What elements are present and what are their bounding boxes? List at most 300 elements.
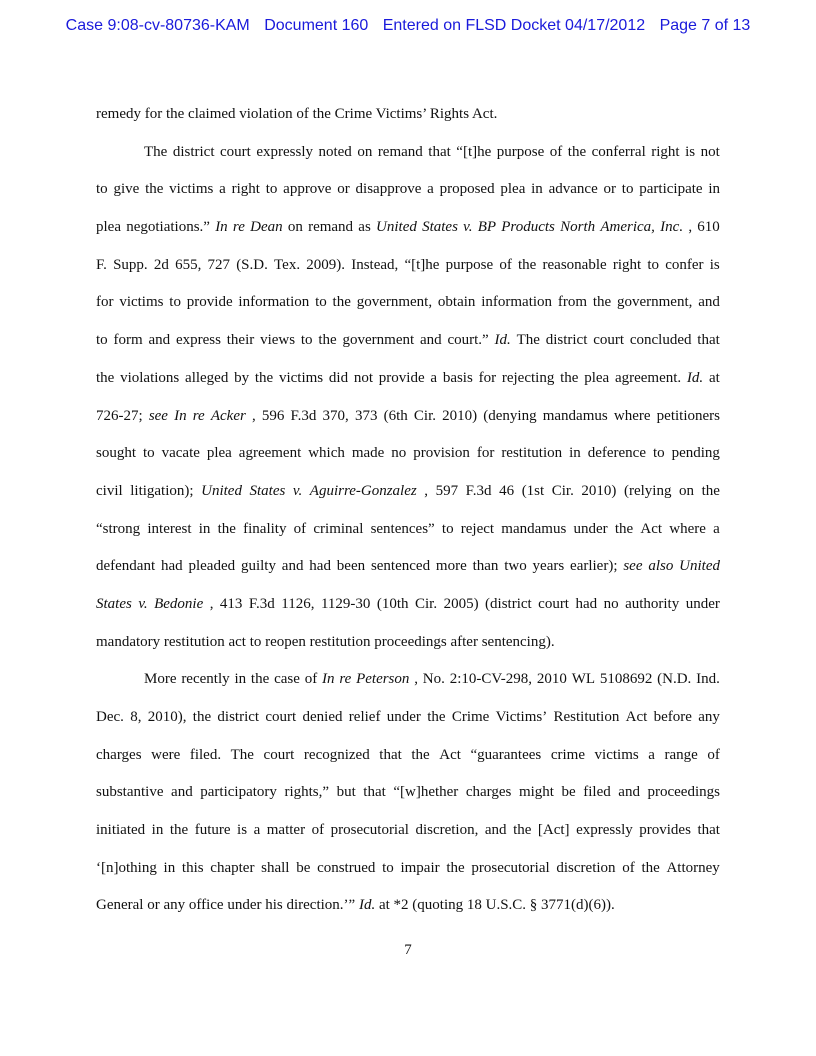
- header-document-number: Document 160: [264, 17, 369, 34]
- word: participatory: [200, 784, 277, 801]
- word: that: [379, 746, 402, 763]
- word: the: [411, 746, 430, 763]
- citation-text: Id.: [358, 897, 376, 914]
- word: initiated: [96, 822, 146, 839]
- word: advance: [548, 181, 598, 198]
- word: and: [484, 822, 507, 839]
- word: discretion: [556, 859, 616, 876]
- word: be: [296, 859, 311, 876]
- word: the: [701, 482, 720, 499]
- word: court: [265, 709, 297, 725]
- word: F.: [96, 256, 107, 273]
- citation-word: v.: [292, 482, 303, 499]
- word: a: [427, 181, 434, 198]
- word: 2010),: [147, 709, 187, 725]
- word: rejecting: [501, 369, 555, 386]
- word: in: [163, 859, 176, 876]
- citation-word: Id.: [686, 369, 704, 386]
- word: be: [561, 784, 576, 801]
- text-line: [96, 284, 720, 322]
- word: impair: [400, 859, 440, 876]
- citation-word: Dean: [250, 219, 283, 236]
- word: right: [651, 143, 680, 160]
- word: form: [113, 332, 143, 349]
- word: 5108692: [599, 671, 653, 688]
- word: the: [567, 143, 587, 160]
- word: that: [363, 784, 386, 801]
- word: a: [253, 822, 261, 839]
- word: Supp.: [113, 256, 148, 273]
- word: shall: [261, 859, 290, 876]
- citation-word: United: [376, 219, 417, 236]
- word: mandamus: [542, 407, 608, 424]
- word: the: [513, 822, 532, 839]
- text-line: [96, 850, 720, 888]
- word: interest: [147, 520, 192, 537]
- word: 610: [697, 219, 720, 236]
- word: 727: [207, 256, 230, 273]
- word: noted: [318, 143, 352, 160]
- word: civil: [96, 482, 123, 499]
- word: before: [653, 709, 692, 725]
- citation-word: Bedonie: [154, 595, 204, 612]
- word: had: [309, 558, 331, 575]
- word: [Act]: [537, 822, 570, 839]
- text-line: [96, 774, 720, 812]
- word: obtain: [437, 294, 476, 311]
- word: views: [260, 332, 296, 349]
- word: the: [192, 709, 212, 725]
- word: (N.D.: [657, 671, 692, 688]
- word: Dec.: [96, 709, 124, 725]
- word: confer: [665, 256, 704, 273]
- word: the: [518, 256, 537, 273]
- word: is: [237, 822, 248, 839]
- word: disapprove: [355, 181, 422, 198]
- word: the: [169, 822, 189, 839]
- word: Cir.: [413, 407, 436, 424]
- word: purpose: [445, 256, 494, 273]
- word: Tex.: [274, 256, 301, 273]
- word: the: [145, 181, 164, 198]
- word: of: [499, 256, 512, 273]
- word: in: [234, 671, 247, 688]
- word: defendant: [96, 558, 156, 575]
- word: the: [641, 859, 660, 876]
- word: The: [516, 332, 540, 349]
- citation-word: see: [148, 407, 168, 424]
- word: from: [557, 294, 588, 311]
- word: to: [96, 332, 108, 349]
- word: than: [472, 558, 499, 575]
- citation-word: In: [215, 219, 228, 236]
- word: under: [573, 520, 608, 537]
- word: sentences”: [370, 520, 435, 537]
- word: F.3d: [248, 595, 275, 612]
- word: mandamus: [501, 520, 567, 537]
- word: court: [593, 332, 625, 349]
- word: a: [219, 181, 226, 198]
- word: no: [391, 445, 407, 462]
- word: 1129-30: [320, 595, 371, 612]
- word: for: [476, 445, 495, 462]
- word: 2010: [536, 671, 567, 688]
- word: matter: [266, 822, 306, 839]
- citation-word: BP: [477, 219, 497, 236]
- word: that: [697, 332, 720, 349]
- word: 46: [499, 482, 515, 499]
- citation-word: also: [648, 558, 674, 575]
- word: F.3d: [290, 407, 317, 424]
- word: relief: [348, 709, 381, 725]
- word: to: [647, 256, 660, 273]
- word: right: [231, 181, 260, 198]
- text-line: [96, 624, 720, 662]
- header-case-number: Case 9:08-cv-80736-KAM: [65, 17, 250, 34]
- word: (relying: [623, 482, 672, 499]
- word: expressly: [256, 143, 313, 160]
- word: at: [708, 369, 720, 386]
- text-line: [96, 887, 720, 925]
- word: Ind.: [696, 671, 720, 688]
- word: any: [698, 709, 720, 725]
- word: the: [332, 294, 351, 311]
- text-line: [96, 699, 720, 737]
- word: right: [612, 256, 642, 273]
- word: for: [478, 369, 497, 386]
- word: of: [622, 859, 635, 876]
- header-page-count: Page 7 of 13: [659, 17, 751, 34]
- word: substantive: [96, 784, 164, 801]
- word: 597: [435, 482, 459, 499]
- word: basis: [442, 369, 473, 386]
- word: guilty: [240, 558, 276, 575]
- word: plea: [500, 181, 526, 198]
- word: more: [435, 558, 467, 575]
- word: the: [96, 369, 115, 386]
- text-line: [96, 96, 720, 134]
- word: crime: [550, 746, 585, 763]
- word: two: [504, 558, 527, 575]
- word: charges: [96, 746, 142, 763]
- word: is: [685, 143, 696, 160]
- word: filed.: [189, 746, 222, 763]
- word: recently: [181, 671, 230, 688]
- word: “guarantees: [470, 746, 542, 763]
- word: authority: [625, 595, 680, 612]
- word: and: [698, 294, 720, 311]
- word: provides: [639, 822, 691, 839]
- word: the: [250, 671, 270, 688]
- text-line: [96, 737, 720, 775]
- word: 2005): [443, 595, 479, 612]
- word: 2009).: [306, 256, 346, 273]
- word: pleaded: [188, 558, 236, 575]
- word: “[w]hether: [393, 784, 459, 801]
- word: no: [603, 595, 619, 612]
- text-line: [96, 812, 720, 850]
- word: earlier);: [570, 558, 618, 575]
- word: a: [430, 369, 438, 386]
- word: sentenced: [370, 558, 431, 575]
- word: remand: [308, 219, 354, 236]
- word: 2010): [581, 482, 617, 499]
- word: restitution: [501, 445, 563, 462]
- word: ,: [209, 595, 214, 612]
- word: victims: [594, 746, 639, 763]
- word: of: [304, 671, 318, 688]
- word: No.: [422, 671, 445, 688]
- word: had: [160, 558, 183, 575]
- word: vacate: [161, 445, 200, 462]
- word: criminal: [313, 520, 364, 537]
- word: proceedings: [647, 784, 720, 801]
- citation-word: States: [249, 482, 286, 499]
- word: the: [446, 859, 465, 876]
- citation-word: re: [339, 671, 352, 688]
- word: on: [357, 143, 373, 160]
- word: plea: [584, 369, 610, 386]
- word: prosecutorial: [471, 859, 550, 876]
- word: in: [531, 181, 543, 198]
- word: the: [592, 294, 612, 311]
- text-line: [96, 209, 720, 247]
- text-line: [96, 435, 720, 473]
- word: 370,: [322, 407, 349, 424]
- text-run: at *2 (quoting 18 U.S.C. § 3771(d)(6)).: [375, 897, 615, 914]
- word: which: [308, 445, 345, 462]
- word: to: [300, 332, 313, 349]
- word: under: [386, 709, 421, 725]
- word: Act: [625, 709, 648, 725]
- text-run: remedy for the claimed violation of the Crime Victims’ Rights Act.: [96, 106, 498, 122]
- word: WL: [571, 671, 596, 688]
- citation-word: Aguirre-Gonzalez: [309, 482, 417, 499]
- text-line: [96, 171, 720, 209]
- word: ,: [414, 671, 418, 688]
- word: plea: [206, 445, 232, 462]
- citation-word: Id.: [494, 332, 511, 349]
- word: The: [144, 143, 168, 160]
- word: that: [428, 143, 451, 160]
- citation-word: re: [192, 407, 205, 424]
- word: and: [171, 784, 193, 801]
- word: The: [230, 746, 254, 763]
- word: not: [353, 369, 374, 386]
- word: their: [226, 332, 255, 349]
- word: of: [293, 520, 307, 537]
- word: provision: [413, 445, 470, 462]
- word: the: [254, 369, 274, 386]
- word: “strong: [96, 520, 141, 537]
- word: in: [708, 181, 720, 198]
- citation-word: Inc.: [660, 219, 684, 236]
- document-body: [96, 96, 720, 925]
- word: Crime: [451, 709, 490, 725]
- text-line: [96, 247, 720, 285]
- word: or: [337, 181, 350, 198]
- word: Instead,: [351, 256, 399, 273]
- citation-word: In: [322, 671, 335, 688]
- citation-word: United: [679, 558, 720, 575]
- word: chapter: [210, 859, 255, 876]
- word: information: [238, 294, 310, 311]
- word: Restitution: [553, 709, 620, 725]
- word: that: [697, 822, 720, 839]
- word: to: [315, 294, 327, 311]
- citation-word: America,: [600, 219, 655, 236]
- word: on: [679, 482, 695, 499]
- word: under: [685, 595, 720, 612]
- text-line: [96, 548, 720, 586]
- word: to: [142, 445, 155, 462]
- word: district: [545, 332, 588, 349]
- word: in: [198, 520, 211, 537]
- word: government,: [356, 294, 433, 311]
- citation-word: see: [623, 558, 643, 575]
- word: ,: [424, 482, 429, 499]
- word: the: [217, 520, 236, 537]
- text-line: [96, 586, 720, 624]
- word: 655,: [175, 256, 202, 273]
- word: conferral: [591, 143, 646, 160]
- word: the: [427, 709, 446, 725]
- word: Act: [640, 520, 663, 537]
- header-entered-date: Entered on FLSD Docket 04/17/2012: [382, 17, 646, 34]
- word: Cir.: [551, 482, 574, 499]
- word: the: [560, 369, 579, 386]
- word: “[t]he: [404, 256, 440, 273]
- word: ,: [251, 407, 256, 424]
- word: (1st: [521, 482, 545, 499]
- word: Cir.: [415, 595, 438, 612]
- citation-word: North: [560, 219, 596, 236]
- word: filed: [583, 784, 611, 801]
- word: victims: [169, 181, 214, 198]
- word: to: [621, 181, 634, 198]
- word: and: [281, 558, 304, 575]
- word: express: [175, 332, 221, 349]
- word: Victims’: [495, 709, 548, 725]
- text-line: [96, 398, 720, 436]
- word: provide: [186, 294, 233, 311]
- word: to: [652, 445, 665, 462]
- word: rights,”: [284, 784, 330, 801]
- word: give: [113, 181, 140, 198]
- word: F.3d: [465, 482, 492, 499]
- word: by: [234, 369, 250, 386]
- word: to: [441, 520, 454, 537]
- text-line: [96, 322, 720, 360]
- word: petitioners: [656, 407, 720, 424]
- word: did: [328, 369, 349, 386]
- word: “[t]he: [456, 143, 492, 160]
- word: pending: [671, 445, 720, 462]
- word: of: [549, 143, 563, 160]
- word: 726-27;: [96, 407, 143, 424]
- word: negotiations.”: [126, 219, 210, 236]
- word: reject: [460, 520, 495, 537]
- word: finality: [243, 520, 287, 537]
- text-run: mandatory restitution act to reopen restitution proceedings after sentencing).: [96, 633, 555, 650]
- word: might: [518, 784, 554, 801]
- word: information: [481, 294, 553, 311]
- word: agreement.: [614, 369, 682, 386]
- word: (S.D.: [236, 256, 268, 273]
- docket-header: [0, 17, 816, 35]
- word: Act: [439, 746, 461, 763]
- word: recognized: [303, 746, 370, 763]
- word: of: [707, 746, 720, 763]
- word: ,: [688, 219, 693, 236]
- word: government,: [616, 294, 693, 311]
- word: is: [709, 256, 720, 273]
- word: for: [96, 294, 114, 311]
- word: to: [382, 859, 394, 876]
- word: the: [318, 332, 337, 349]
- word: but: [336, 784, 356, 801]
- word: the: [614, 520, 634, 537]
- word: court.”: [447, 332, 489, 349]
- word: (10th: [376, 595, 409, 612]
- word: district: [172, 143, 215, 160]
- citation-word: Acker: [210, 407, 246, 424]
- word: as: [358, 219, 371, 236]
- word: in: [151, 822, 164, 839]
- word: had: [575, 595, 598, 612]
- text-line: [96, 661, 720, 699]
- word: to: [96, 181, 108, 198]
- text-line: [96, 511, 720, 549]
- word: were: [151, 746, 181, 763]
- citation-word: States: [96, 595, 132, 612]
- word: 413: [219, 595, 243, 612]
- word: expressly: [576, 822, 633, 839]
- text-run: General or any office under his direction.’”: [96, 897, 359, 914]
- page-number: 7: [404, 942, 412, 958]
- word: future: [194, 822, 231, 839]
- word: range: [664, 746, 698, 763]
- word: 373: [354, 407, 378, 424]
- word: provide: [378, 369, 425, 386]
- word: deference: [587, 445, 646, 462]
- word: Attorney: [666, 859, 720, 876]
- citation-word: United: [201, 482, 242, 499]
- text-line: [96, 473, 720, 511]
- word: case: [274, 671, 300, 688]
- word: More: [144, 671, 177, 688]
- citation-word: In: [174, 407, 187, 424]
- word: (6th: [383, 407, 408, 424]
- word: 1126,: [281, 595, 315, 612]
- word: charges: [465, 784, 512, 801]
- word: (denying: [483, 407, 537, 424]
- word: agreement: [238, 445, 302, 462]
- word: where: [613, 407, 651, 424]
- word: victims: [278, 369, 324, 386]
- word: a: [648, 746, 655, 763]
- word: purpose: [496, 143, 545, 160]
- word: 2d: [153, 256, 169, 273]
- text-line: [96, 360, 720, 398]
- word: concluded: [629, 332, 692, 349]
- text-line: [96, 134, 720, 172]
- word: where: [669, 520, 706, 537]
- citation-word: Products: [501, 219, 555, 236]
- word: been: [336, 558, 366, 575]
- citation-word: v.: [138, 595, 148, 612]
- word: ‘[n]othing: [96, 859, 157, 876]
